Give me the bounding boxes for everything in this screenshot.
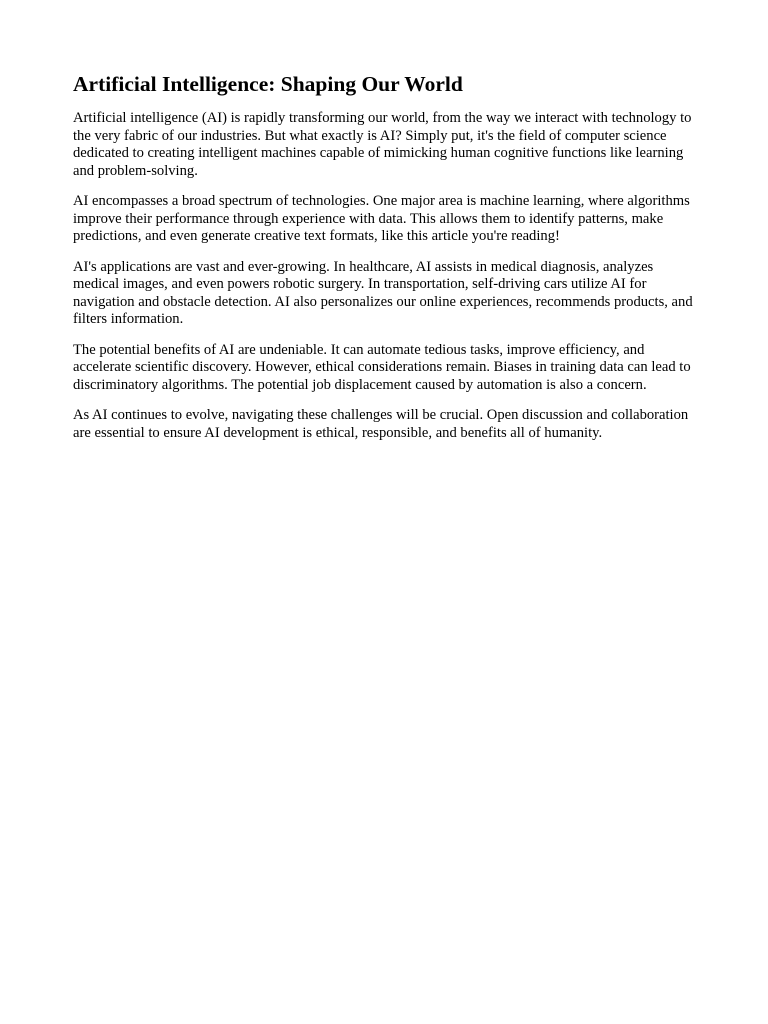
article-title: Artificial Intelligence: Shaping Our World bbox=[73, 72, 463, 96]
paragraph-conclusion: As AI continues to evolve, navigating these challenges will be crucial. Open discussion and collaboration are essential to ensure AI development is ethical, responsible, and benefits all of humanity. bbox=[73, 407, 689, 441]
paragraph-applications: AI's applications are vast and ever-growing. In healthcare, AI assists in medical diagnosis, analyzes medical images, and even powers robotic surgery. In transportation, self-driving cars utilize AI for navigation and obstacle detection. AI also personalizes our online experiences, recommends products, and filters information. bbox=[73, 258, 693, 327]
paragraph-technologies: AI encompasses a broad spectrum of technologies. One major area is machine learning, where algorithms improve their performance through experience with data. This allows them to identify patterns, make predictions, and even generate creative text formats, like this article you're reading! bbox=[73, 193, 690, 244]
paragraph-intro: Artificial intelligence (AI) is rapidly transforming our world, from the way we interact with technology to the very fabric of our industries. But what exactly is AI? Simply put, it's the field of computer science dedicated to creating intelligent machines capable of mimicking human cognitive functions like learning and problem-solving. bbox=[73, 110, 692, 179]
article-body bbox=[73, 110, 695, 442]
paragraph-benefits: The potential benefits of AI are undeniable. It can automate tedious tasks, improve efficiency, and accelerate scientific discovery. However, ethical considerations remain. Biases in training data can lead to discriminatory algorithms. The potential job displacement caused by automation is also a concern. bbox=[73, 341, 691, 393]
